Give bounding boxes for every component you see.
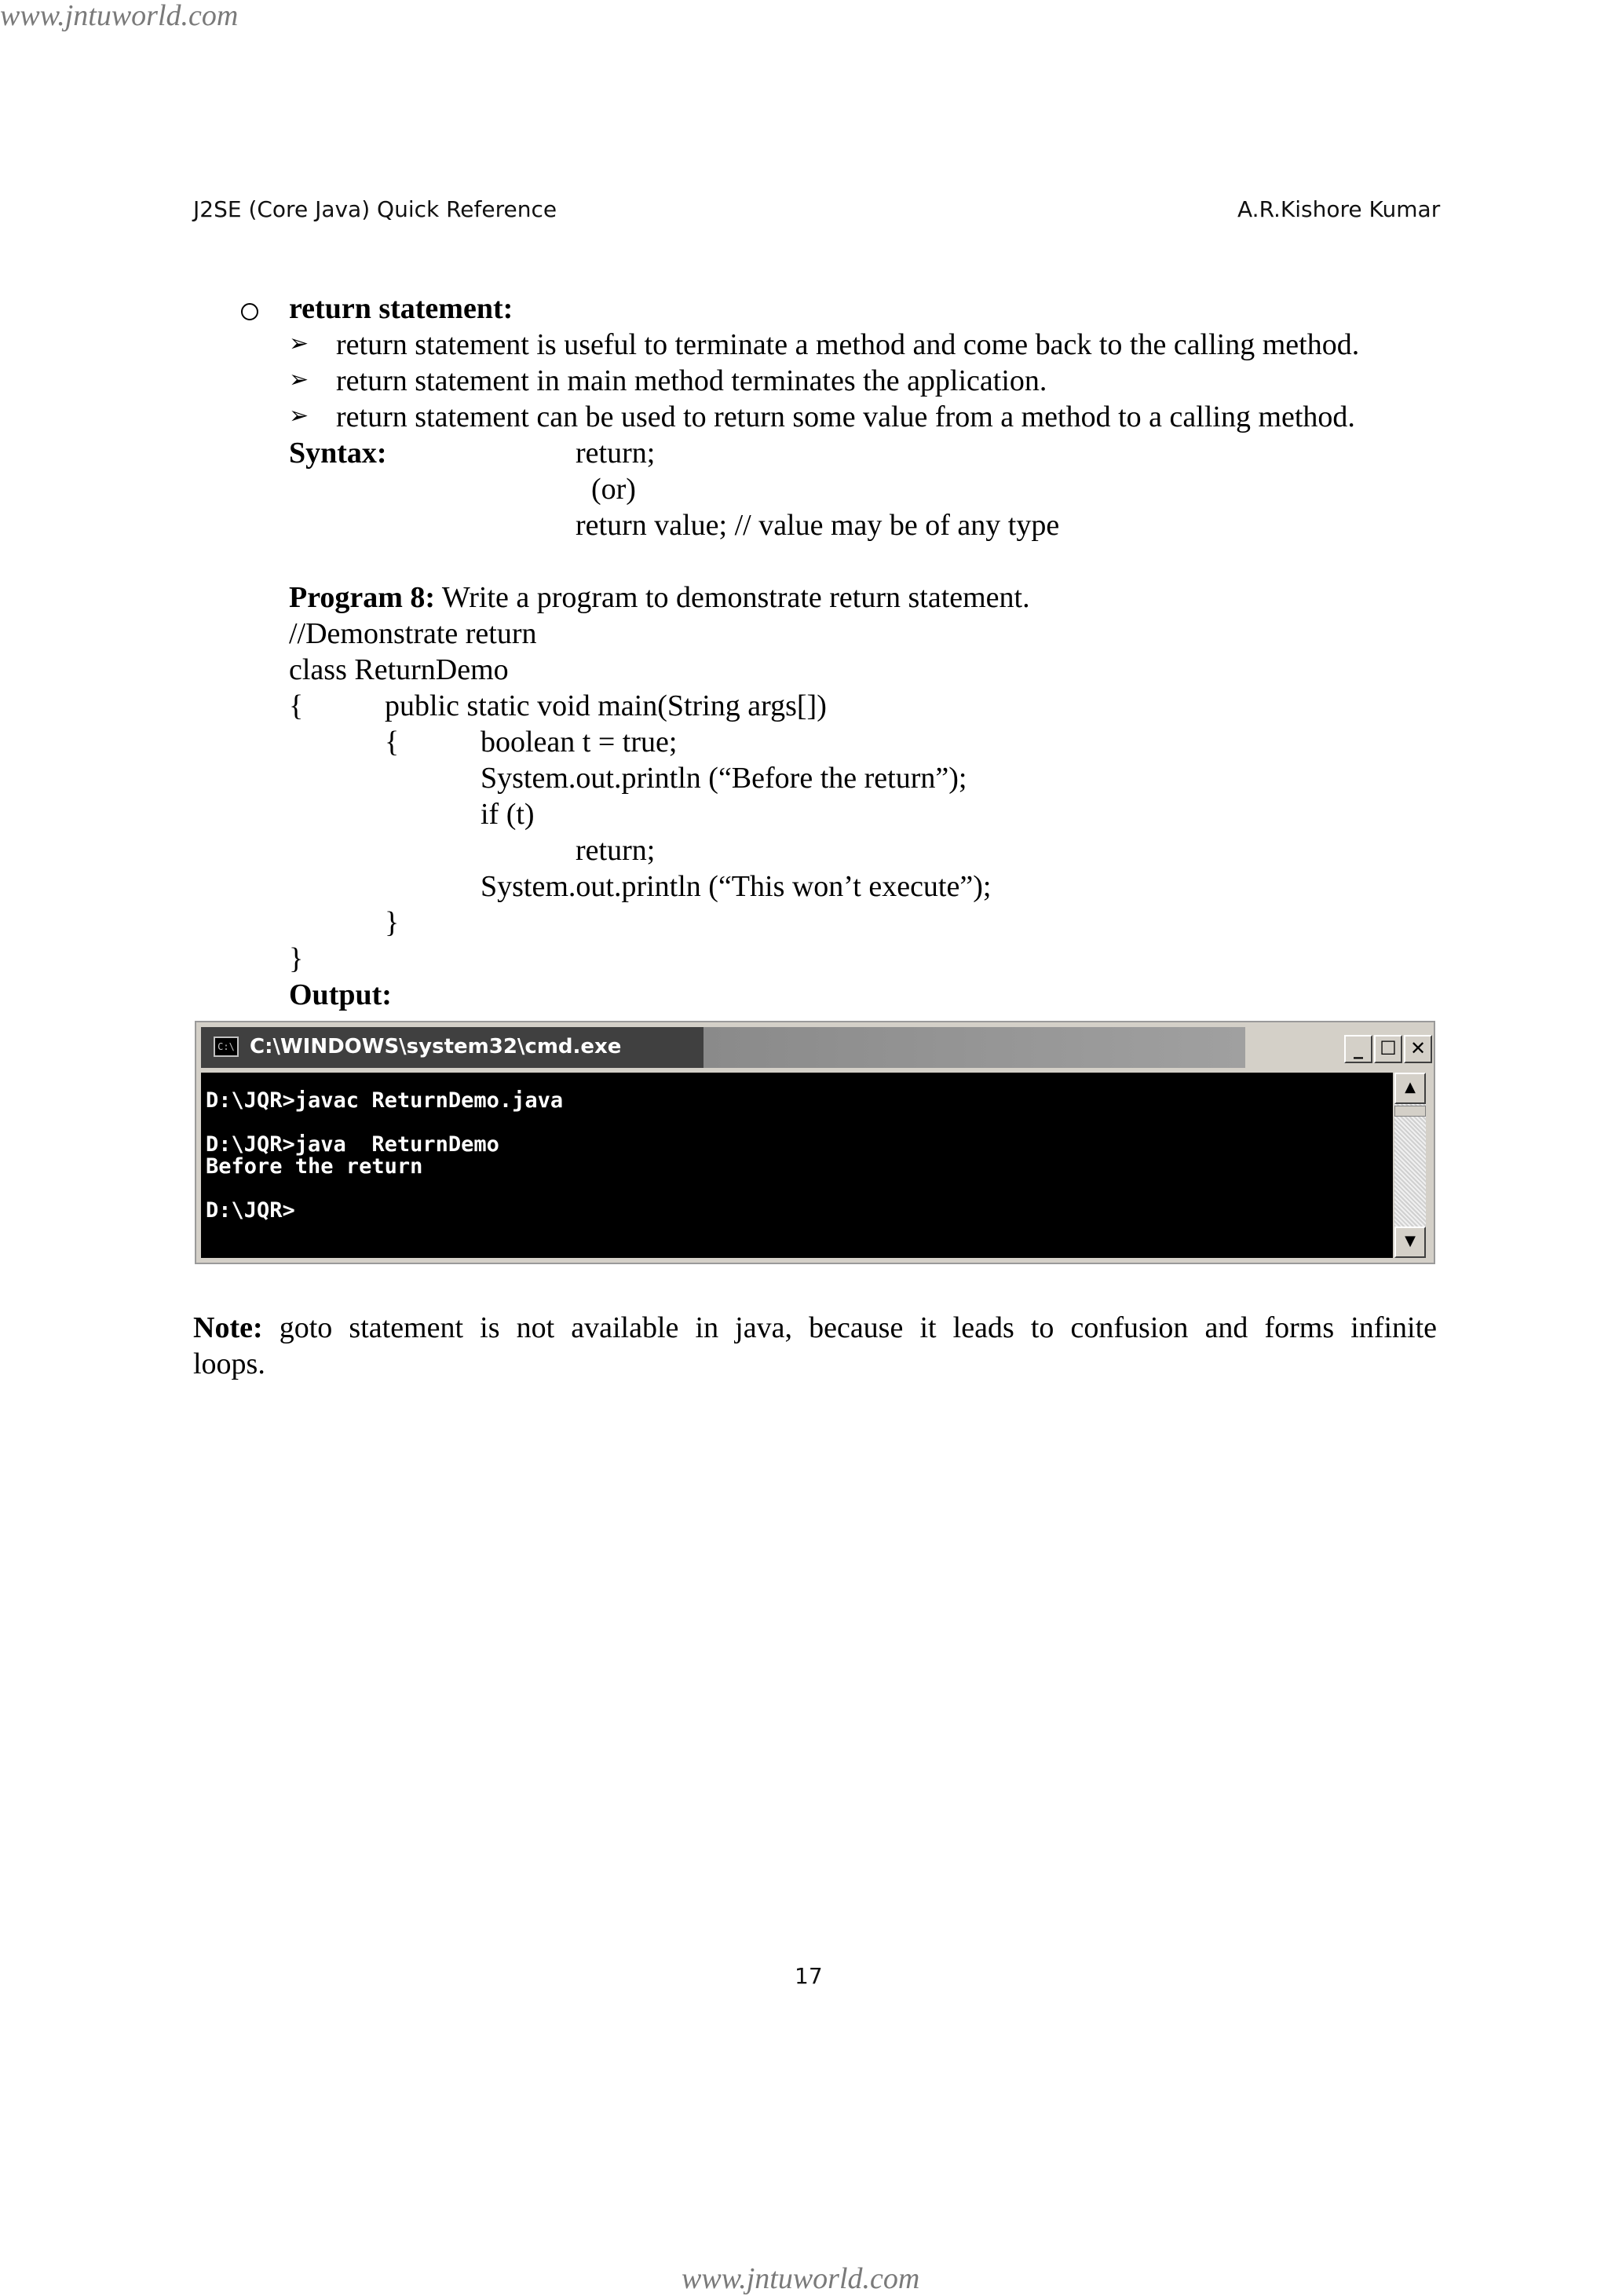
console-titlebar[interactable]: [201, 1027, 1431, 1068]
maximize-icon: ☐: [1380, 1037, 1397, 1059]
minimize-button[interactable]: [1344, 1035, 1372, 1063]
scroll-thumb[interactable]: [1394, 1106, 1426, 1117]
close-icon: ✕: [1409, 1037, 1427, 1059]
console-window: [195, 1021, 1435, 1264]
code-line: {: [289, 689, 304, 722]
arrow-up-icon: ▲: [1405, 1079, 1416, 1095]
circle-bullet-icon: [241, 303, 258, 320]
arrow-bullet-icon: ➢: [289, 330, 309, 357]
output-label: Output:: [289, 978, 392, 1011]
code-line: public static void main(String args[]): [385, 689, 827, 722]
page-number: 17: [795, 1963, 823, 1989]
program-heading: [289, 579, 1030, 616]
arrow-bullet-icon: ➢: [289, 366, 309, 393]
code-line: }: [289, 942, 304, 975]
scroll-down-button[interactable]: [1394, 1227, 1426, 1258]
bullet-2: return statement in main method terminates the application.: [336, 364, 1047, 397]
console-scrollbar[interactable]: [1394, 1073, 1426, 1258]
code-line: if (t): [481, 798, 535, 831]
code-line: return;: [576, 834, 656, 867]
console-output[interactable]: [201, 1073, 1393, 1258]
console-line: D:\JQR>: [206, 1198, 295, 1223]
syntax-line-3: return value; // value may be of any type: [576, 509, 1060, 542]
code-line: class ReturnDemo: [289, 653, 509, 686]
header-right: A.R.Kishore Kumar: [1237, 196, 1441, 222]
close-button[interactable]: [1404, 1035, 1432, 1063]
syntax-line-1: return;: [576, 437, 656, 470]
console-line: Before the return: [206, 1154, 423, 1179]
console-title: C:\WINDOWS\system32\cmd.exe: [250, 1035, 622, 1058]
note-line-1: [193, 1310, 1437, 1346]
code-line: System.out.println (“Before the return”);: [481, 762, 967, 795]
code-line: System.out.println (“This won’t execute”);: [481, 870, 992, 903]
code-line: }: [385, 906, 400, 939]
syntax-label: Syntax:: [289, 437, 387, 470]
note-label: Note:: [193, 1311, 263, 1344]
watermark-top: www.jntuworld.com: [0, 0, 239, 32]
syntax-line-2: (or): [591, 473, 636, 506]
scroll-up-button[interactable]: [1394, 1073, 1426, 1104]
note-line-2: loops.: [193, 1347, 265, 1380]
arrow-bullet-icon: ➢: [289, 402, 309, 430]
code-line: //Demonstrate return: [289, 617, 537, 650]
watermark-bottom: www.jntuworld.com: [682, 2262, 920, 2295]
note-text: goto statement is not available in java, because it leads to confusion and forms infinite: [279, 1311, 1438, 1344]
code-line: {: [385, 726, 400, 759]
minimize-icon: _: [1354, 1037, 1363, 1059]
program-desc: Write a program to demonstrate return statement.: [441, 581, 1030, 614]
arrow-down-icon: ▼: [1405, 1233, 1416, 1249]
program-label: Program 8:: [289, 581, 436, 614]
bullet-3: return statement can be used to return some value from a method to a calling method.: [336, 400, 1355, 433]
header-left: J2SE (Core Java) Quick Reference: [193, 196, 557, 222]
section-title: return statement:: [289, 292, 513, 325]
code-line: boolean t = true;: [481, 726, 678, 759]
maximize-button[interactable]: [1374, 1035, 1402, 1063]
bullet-1: return statement is useful to terminate a method and come back to the calling method.: [336, 328, 1360, 361]
console-line: D:\JQR>java ReturnDemo: [206, 1132, 499, 1157]
console-app-icon: C:\: [214, 1036, 239, 1057]
console-line: D:\JQR>javac ReturnDemo.java: [206, 1088, 564, 1113]
